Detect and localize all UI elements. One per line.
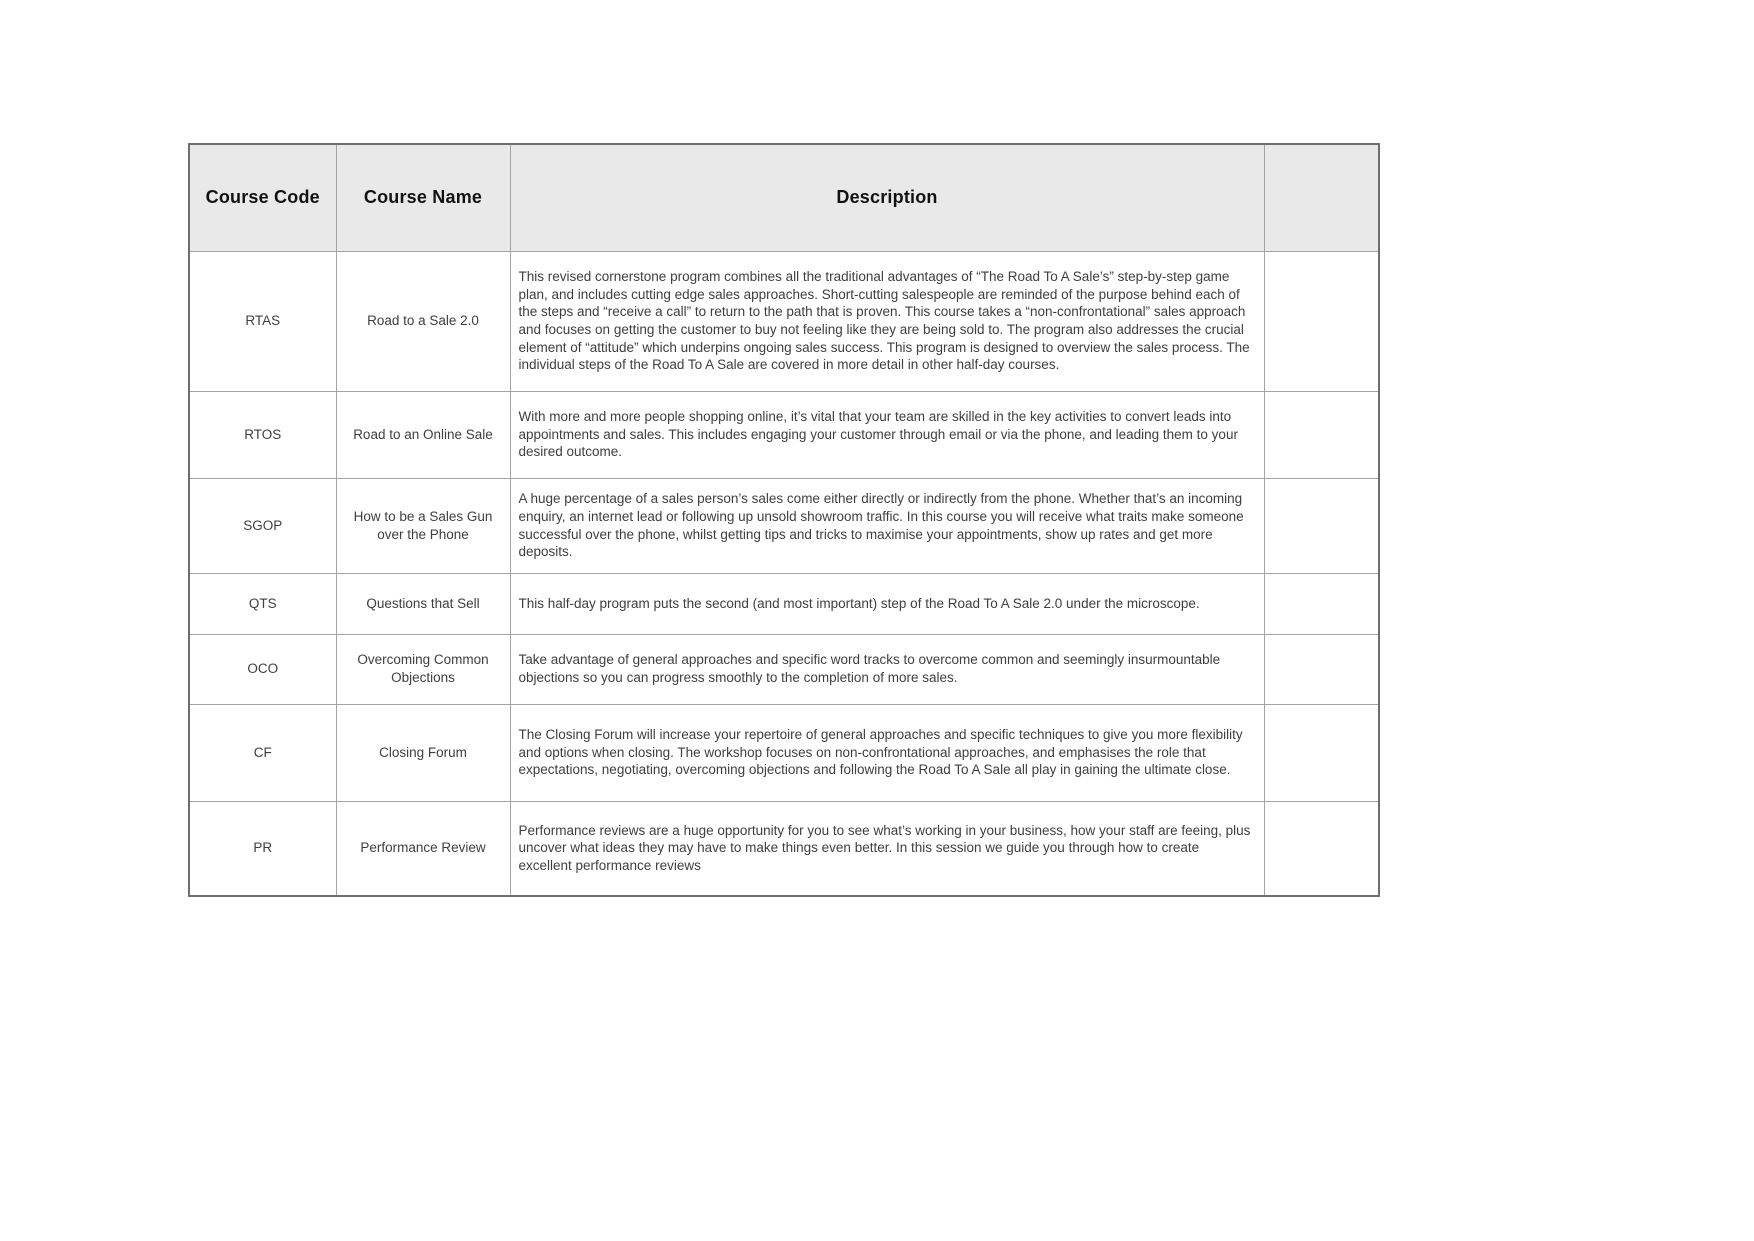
table-row — [189, 251, 1379, 391]
description-cell: With more and more people shopping online, it’s vital that your team are skilled in the key activities to convert leads into appointments and sales. This includes engaging your customer through email or via the phone, and leading them to your desired outcome. — [510, 391, 1264, 478]
table-row — [189, 573, 1379, 634]
description-cell: The Closing Forum will increase your repertoire of general approaches and specific techniques to give you more flexibility and options when closing. The workshop focuses on non-confrontational approaches, and emphasises the role that expectations, negotiating, overcoming objections and following the Road To A Sale all play in gaining the ultimate close. — [510, 704, 1264, 801]
course-name-cell: Overcoming Common Objections — [336, 634, 510, 704]
course-code-cell: RTOS — [189, 391, 336, 478]
table-row — [189, 634, 1379, 704]
course-code-cell: OCO — [189, 634, 336, 704]
description-cell: A huge percentage of a sales person’s sales come either directly or indirectly from the phone. Whether that’s an incoming enquiry, an internet lead or following up unsold showroom traffic. In this course you will receive what traits make someone successful over the phone, whilst getting tips and tricks to maximise your appointments, show up rates and get more deposits. — [510, 478, 1264, 573]
empty-cell — [1264, 573, 1379, 634]
header-row — [189, 144, 1379, 251]
column-header-extra — [1264, 144, 1379, 251]
column-header-course-name: Course Name — [336, 144, 510, 251]
course-name-cell: Road to a Sale 2.0 — [336, 251, 510, 391]
empty-cell — [1264, 478, 1379, 573]
course-name-cell: Questions that Sell — [336, 573, 510, 634]
table-row — [189, 391, 1379, 478]
empty-cell — [1264, 634, 1379, 704]
table-row — [189, 704, 1379, 801]
course-code-cell: CF — [189, 704, 336, 801]
course-name-cell: How to be a Sales Gun over the Phone — [336, 478, 510, 573]
course-name-cell: Performance Review — [336, 801, 510, 896]
course-name-cell: Closing Forum — [336, 704, 510, 801]
course-code-cell: SGOP — [189, 478, 336, 573]
description-cell: This half-day program puts the second (and most important) step of the Road To A Sale 2.0 under the microscope. — [510, 573, 1264, 634]
description-cell: Performance reviews are a huge opportunity for you to see what’s working in your business, how your staff are feeing, plus uncover what ideas they may have to make things even better. In this session we guide you through how to create excellent performance reviews — [510, 801, 1264, 896]
column-header-description: Description — [510, 144, 1264, 251]
empty-cell — [1264, 704, 1379, 801]
column-header-course-code: Course Code — [189, 144, 336, 251]
description-cell: Take advantage of general approaches and specific word tracks to overcome common and seemingly insurmountable objections so you can progress smoothly to the completion of more sales. — [510, 634, 1264, 704]
description-cell: This revised cornerstone program combines all the traditional advantages of “The Road To A Sale’s” step-by-step game plan, and includes cutting edge sales approaches. Short-cutting salespeople are reminded of the purpose behind each of the steps and “receive a call” to return to the path that is proven. This course takes a “non-confrontational” sales approach and focuses on getting the customer to buy not feeling like they are being sold to. The program also addresses the crucial element of “attitude” which underpins ongoing sales success. This program is designed to overview the sales process. The individual steps of the Road To A Sale are covered in more detail in other half-day courses. — [510, 251, 1264, 391]
table-row — [189, 801, 1379, 896]
empty-cell — [1264, 801, 1379, 896]
course-code-cell: PR — [189, 801, 336, 896]
course-table — [188, 143, 1380, 897]
empty-cell — [1264, 251, 1379, 391]
course-code-cell: RTAS — [189, 251, 336, 391]
course-name-cell: Road to an Online Sale — [336, 391, 510, 478]
table-row — [189, 478, 1379, 573]
course-code-cell: QTS — [189, 573, 336, 634]
empty-cell — [1264, 391, 1379, 478]
